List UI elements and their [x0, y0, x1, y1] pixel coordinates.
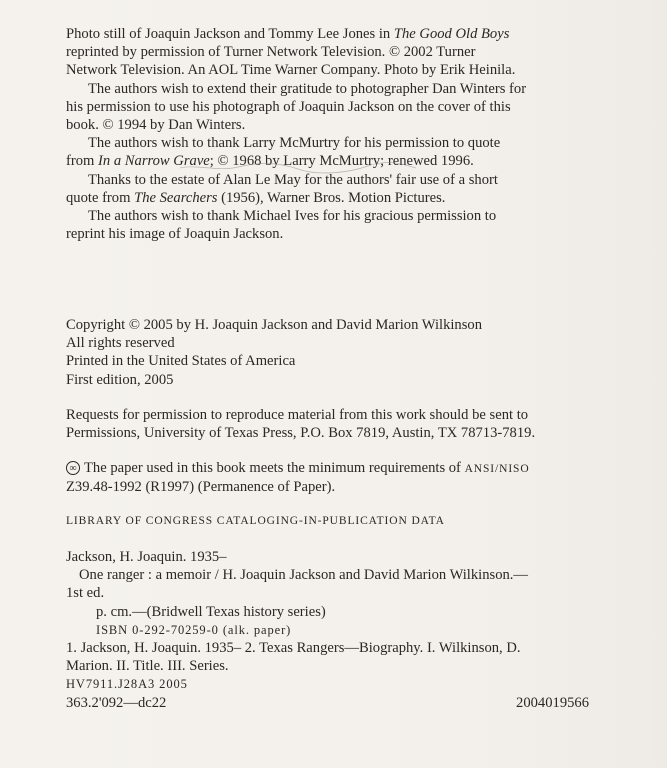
- credit-line: The authors wish to extend their gratitude to photographer Dan Winters for: [88, 80, 527, 97]
- permissions-line: Permissions, University of Texas Press, P.O. Box 7819, Austin, TX 78713-7819.: [66, 425, 536, 442]
- film-title: The Good Old Boys: [393, 26, 510, 42]
- credit-line: reprinted by permission of Turner Network Television. © 2002 Turner: [66, 44, 476, 61]
- infinity-icon: ∞: [66, 461, 80, 475]
- credit-line: reprint his image of Joaquin Jackson.: [66, 226, 284, 243]
- lccn-number: 2004019566: [516, 694, 589, 711]
- paper-section: [66, 459, 636, 496]
- permissions-section: [66, 406, 636, 442]
- cip-line: Jackson, H. Joaquin. 1935–: [66, 549, 227, 565]
- cip-section: [66, 548, 636, 712]
- credit-line: book. © 1994 by Dan Winters.: [66, 117, 246, 134]
- credit-line: Thanks to the estate of Alan Le May for the authors' fair use of a short: [88, 171, 498, 188]
- cip-line: 363.2'092—dc22 2004019566: [66, 694, 589, 711]
- paper-line: Z39.48-1992 (R1997) (Permanence of Paper).: [66, 479, 336, 496]
- credit-line: The authors wish to thank Larry McMurtry for his permission to quote: [88, 135, 501, 152]
- paper-line: ∞ The paper used in this book meets the minimum requirements of ANSI/NISO: [66, 459, 636, 478]
- book-title: In a Narrow Grave: [98, 153, 210, 170]
- printed-line: Printed in the United States of America: [66, 353, 296, 370]
- cip-heading: LIBRARY OF CONGRESS CATALOGING-IN-PUBLICATION DATA: [66, 515, 445, 527]
- cip-line: 1st ed.: [66, 585, 105, 602]
- credit-line: Photo still of Joaquin Jackson and Tommy Lee Jones in The Good Old Boys: [66, 26, 510, 42]
- credit-line: The authors wish to thank Michael Ives for his gracious permission to: [88, 208, 497, 225]
- film-title: The Searchers: [134, 189, 218, 206]
- credit-line: quote from The Searchers (1956), Warner Bros. Motion Pictures.: [66, 189, 446, 206]
- credit-line: from In a Narrow Grave; © 1968 by Larry McMurtry; renewed 1996.: [66, 153, 474, 170]
- copyright-section: [66, 316, 636, 389]
- cip-line: ISBN 0-292-70259-0 (alk. paper): [96, 622, 292, 637]
- cip-line: 1. Jackson, H. Joaquin. 1935– 2. Texas Rangers—Biography. I. Wilkinson, D.: [66, 640, 521, 657]
- copyright-line: Copyright © 2005 by H. Joaquin Jackson and David Marion Wilkinson: [66, 317, 482, 333]
- credits-section: [66, 25, 636, 243]
- edition-line: First edition, 2005: [66, 371, 174, 388]
- cip-line: One ranger : a memoir / H. Joaquin Jackson and David Marion Wilkinson.—: [79, 567, 529, 584]
- cip-line: Marion. II. Title. III. Series.: [66, 658, 229, 675]
- rights-line: All rights reserved: [66, 335, 175, 352]
- credit-line: his permission to use his photograph of Joaquin Jackson on the cover of this: [66, 98, 511, 115]
- permissions-line: Requests for permission to reproduce material from this work should be sent to: [66, 407, 529, 423]
- credit-line: Network Television. An AOL Time Warner Company. Photo by Erik Heinila.: [66, 62, 516, 79]
- pencil-mark: [178, 156, 418, 176]
- cip-line: HV7911.J28A3 2005: [66, 677, 188, 692]
- cip-line: p. cm.—(Bridwell Texas history series): [96, 603, 326, 620]
